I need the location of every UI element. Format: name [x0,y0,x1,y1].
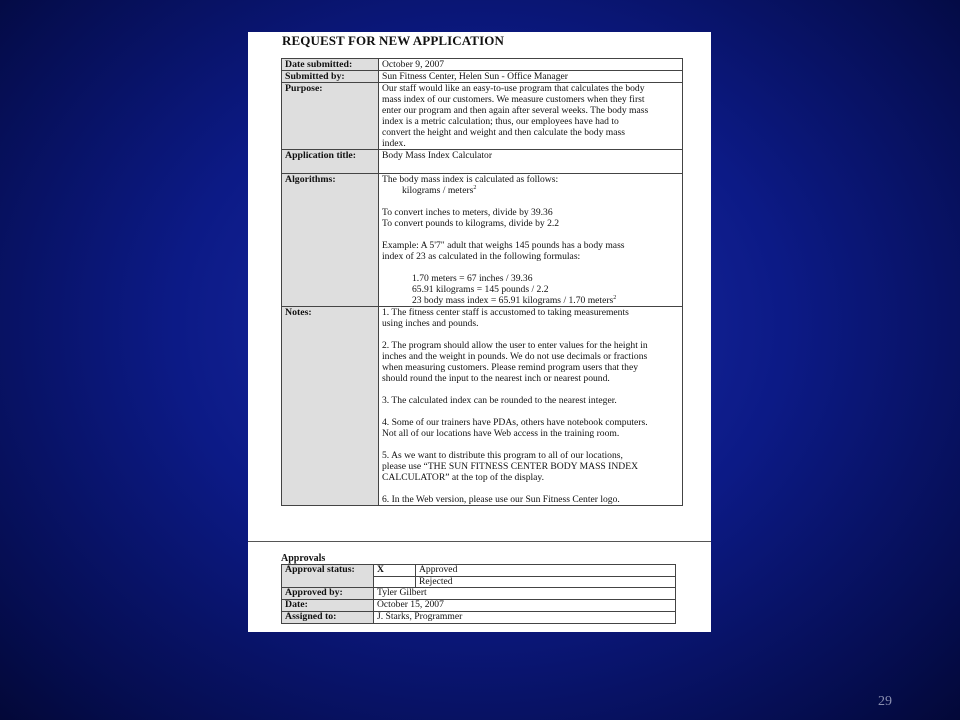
algorithms-value [379,174,683,307]
note-line: using inches and pounds. [382,318,479,329]
approved-option-text: Approved [416,565,676,577]
date-submitted-label: Date submitted: [282,59,379,71]
assigned-to-label: Assigned to: [282,611,374,623]
approvals-heading: Approvals [281,553,326,564]
note-line: inches and the weight in pounds. We do not use decimals or fractions [382,351,648,362]
calc-bmi-text: 23 body mass index = 65.91 kilograms / 1.70 meters [412,295,614,306]
section-divider [248,541,711,542]
approval-date-label: Date: [282,600,374,612]
note-line: when measuring customers. Please remind program users that they [382,362,639,373]
note-line: 5. As we want to distribute this program to all of our locations, [382,450,623,461]
approval-date-row [282,600,676,612]
submitted-by-value: Sun Fitness Center, Helen Sun - Office Manager [379,71,683,83]
purpose-line: index is a metric calculation; thus, our employees have had to [382,116,619,127]
submitted-by-label: Submitted by: [282,71,379,83]
algorithms-label: Algorithms: [282,174,379,307]
purpose-line: index. [382,138,406,149]
application-title-value: Body Mass Index Calculator [379,150,683,174]
assigned-to-value: J. Starks, Programmer [374,611,676,623]
purpose-line: Our staff would like an easy-to-use program that calculates the body [382,83,645,94]
document-title: REQUEST FOR NEW APPLICATION [282,33,504,48]
rejected-checkbox [374,576,416,588]
approved-by-label: Approved by: [282,588,374,600]
row-notes [282,307,683,506]
note-line: should round the input to the nearest inch or nearest pound. [382,373,610,384]
notes-label: Notes: [282,307,379,506]
purpose-value [379,83,683,150]
approved-by-value: Tyler Gilbert [374,588,676,600]
row-submitted-by [282,71,683,83]
note-line: 3. The calculated index can be rounded to the nearest integer. [382,395,617,406]
notes-value [379,307,683,506]
row-purpose [282,83,683,150]
purpose-label: Purpose: [282,83,379,150]
approvals-table [281,564,676,624]
row-application-title [282,150,683,174]
purpose-line: convert the height and weight and then calculate the body mass [382,127,625,138]
rejected-option-text: Rejected [416,576,676,588]
note-line: Not all of our locations have Web access in the training room. [382,428,620,439]
note-line: CALCULATOR” at the top of the display. [382,472,545,483]
note-line: 6. In the Web version, please use our Sun Fitness Center logo. [382,494,620,505]
date-submitted-value: October 9, 2007 [379,59,683,71]
request-table [281,58,683,506]
slide-number: 29 [878,694,892,709]
approved-by-row [282,588,676,600]
purpose-line: mass index of our customers. We measure customers when they first [382,94,645,105]
row-date-submitted [282,59,683,71]
approval-date-value: October 15, 2007 [374,600,676,612]
approval-status-row-approved [282,565,676,577]
calc-meters: 1.70 meters = 67 inches / 39.36 [412,273,533,284]
row-algorithms [282,174,683,307]
example-text-line1: Example: A 5'7" adult that weighs 145 pounds has a body mass [382,240,625,251]
note-line: 1. The fitness center staff is accustomed to taking measurements [382,307,629,318]
algorithm-intro: The body mass index is calculated as follows: [382,174,559,185]
convert-pounds-text: To convert pounds to kilograms, divide by 2.2 [382,218,560,229]
convert-inches-text: To convert inches to meters, divide by 39.36 [382,207,553,218]
document-page [248,32,711,632]
bmi-formula-text: kilograms / meters [402,185,474,196]
note-line: 2. The program should allow the user to enter values for the height in [382,340,648,351]
note-line: please use “THE SUN FITNESS CENTER BODY MASS INDEX [382,461,639,472]
calc-bmi [382,295,680,306]
application-title-label: Application title: [282,150,379,174]
bmi-formula-exponent: 2 [473,184,477,191]
approval-status-label: Approval status: [282,565,374,588]
calc-kilograms: 65.91 kilograms = 145 pounds / 2.2 [412,284,549,295]
approved-checkbox: X [374,565,416,577]
bmi-formula [382,185,680,196]
example-text-line2: index of 23 as calculated in the following formulas: [382,251,581,262]
calc-bmi-exponent: 2 [613,294,617,301]
purpose-line: enter our program and then again after several weeks. The body mass [382,105,649,116]
note-line: 4. Some of our trainers have PDAs, others have notebook computers. [382,417,648,428]
assigned-to-row [282,611,676,623]
